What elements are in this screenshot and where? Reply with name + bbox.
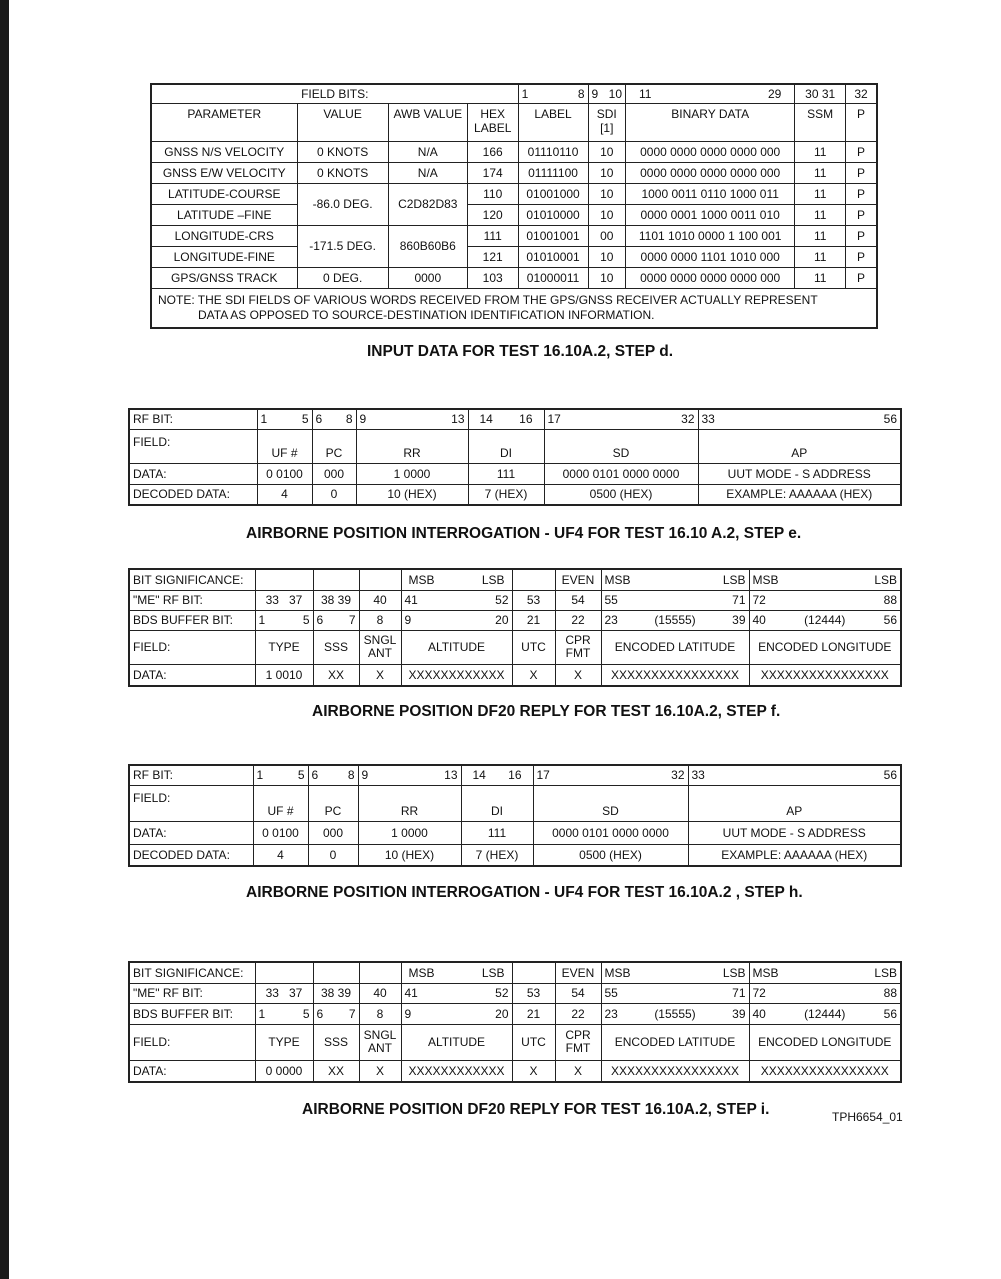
sss-data: XX	[313, 1060, 359, 1082]
pc-bits: 6 8	[308, 765, 358, 785]
ap-field: AP	[688, 785, 901, 821]
type-bds: 1 5	[255, 1003, 313, 1024]
sdi-bits: 9 10	[588, 84, 626, 103]
bit-significance-row	[129, 569, 901, 590]
p-cell: P	[846, 204, 877, 225]
ap-bits: 33 56	[688, 765, 901, 785]
note-line-2: DATA AS OPPOSED TO SOURCE-DESTINATION IDENTIFICATION INFORMATION.	[198, 307, 655, 322]
field-label: FIELD:	[129, 1024, 255, 1060]
bit-significance-label: BIT SIGNIFICANCE:	[129, 962, 255, 983]
page-edge-bar	[0, 0, 9, 1279]
sngl-field: SNGL ANT	[359, 630, 401, 664]
binary-cell: 0000 0000 0000 0000 000	[626, 162, 795, 183]
pc-field: PC	[308, 785, 358, 821]
uf-data: 0 0100	[257, 463, 312, 484]
awb-cell: C2D82D83	[388, 183, 467, 225]
df20-step-f-table	[128, 568, 902, 687]
bit-significance-row	[129, 962, 901, 983]
cpr-even: EVEN	[555, 962, 601, 983]
binary-cell: 1000 0011 0110 1000 011	[626, 183, 795, 204]
rf-bit-label: RF BIT:	[129, 765, 253, 785]
parameter-cell: LONGITUDE-CRS	[151, 225, 297, 246]
me-rf-bit-row	[129, 590, 901, 610]
cpr-field: CPR FMT	[555, 1024, 601, 1060]
p-cell: P	[846, 246, 877, 267]
sss-data: XX	[313, 664, 359, 686]
uf-field: UF #	[257, 429, 312, 463]
rr-decoded: 10 (HEX)	[358, 844, 461, 866]
p-cell: P	[846, 225, 877, 246]
sdi-cell: 00	[588, 225, 626, 246]
utc-data: X	[512, 1060, 555, 1082]
sdi-cell: 10	[588, 246, 626, 267]
utc-data: X	[512, 664, 555, 686]
pc-decoded: 0	[312, 484, 356, 505]
sngl-field: SNGL ANT	[359, 1024, 401, 1060]
lon-bits: 72 88	[749, 590, 901, 610]
rf-bit-row	[129, 409, 901, 429]
di-data: 111	[468, 463, 544, 484]
di-data: 111	[461, 821, 533, 844]
sss-bds: 6 7	[313, 610, 359, 630]
me-rf-bit-row	[129, 983, 901, 1003]
bds-buffer-row	[129, 610, 901, 630]
cpr-bit: 54	[555, 983, 601, 1003]
pc-bits: 6 8	[312, 409, 356, 429]
sngl-bds: 8	[359, 610, 401, 630]
type-field: TYPE	[255, 630, 313, 664]
awb-cell: N/A	[388, 162, 467, 183]
bds-buffer-label: BDS BUFFER BIT:	[129, 1003, 255, 1024]
alt-bits: 41 52	[401, 590, 512, 610]
parameter-cell: LATITUDE –FINE	[151, 204, 297, 225]
decoded-label: DECODED DATA:	[129, 844, 253, 866]
table-row	[151, 267, 877, 288]
lat-bits: 55 71	[601, 983, 749, 1003]
di-field: DI	[461, 785, 533, 821]
awb-cell: N/A	[388, 141, 467, 162]
ssm-cell: 11	[795, 162, 846, 183]
lat-bds: 23 (15555) 39	[601, 610, 749, 630]
lat-bds: 23 (15555) 39	[601, 1003, 749, 1024]
field-label: FIELD:	[129, 630, 255, 664]
binary-data-header: BINARY DATA	[626, 103, 795, 141]
alt-bits: 41 52	[401, 983, 512, 1003]
awb-cell: 860B60B6	[388, 225, 467, 267]
sngl-bit: 40	[359, 590, 401, 610]
hex-cell: 174	[467, 162, 518, 183]
p-cell: P	[846, 183, 877, 204]
lat-field: ENCODED LATITUDE	[601, 630, 749, 664]
field-row	[129, 630, 901, 664]
parameter-cell: GPS/GNSS TRACK	[151, 267, 297, 288]
bds-buffer-row	[129, 1003, 901, 1024]
binary-cell: 0000 0001 1000 0011 010	[626, 204, 795, 225]
utc-field: UTC	[512, 1024, 555, 1060]
hex-cell: 120	[467, 204, 518, 225]
data-row	[129, 821, 901, 844]
sngl-data: X	[359, 1060, 401, 1082]
decoded-label: DECODED DATA:	[129, 484, 257, 505]
table-row	[151, 246, 877, 267]
sd-field: SD	[533, 785, 688, 821]
sngl-bit: 40	[359, 983, 401, 1003]
df20-step-i-table	[128, 961, 902, 1083]
p-cell: P	[846, 267, 877, 288]
lat-data: XXXXXXXXXXXXXXXX	[601, 664, 749, 686]
label-cell: 01111100	[518, 162, 588, 183]
utc-bds: 21	[512, 1003, 555, 1024]
cpr-bds: 22	[555, 1003, 601, 1024]
p-bit: 32	[846, 84, 877, 103]
lat-bits: 55 71	[601, 590, 749, 610]
lon-msb-lsb: MSB LSB	[749, 962, 901, 983]
field-bits-row	[151, 84, 877, 103]
hex-label-header: HEX LABEL	[467, 103, 518, 141]
rr-field: RR	[358, 785, 461, 821]
bds-buffer-label: BDS BUFFER BIT:	[129, 610, 255, 630]
label-cell: 01010000	[518, 204, 588, 225]
sdi-cell: 10	[588, 141, 626, 162]
altitude-msb-lsb: MSB LSB	[401, 569, 512, 590]
uf-decoded: 4	[253, 844, 308, 866]
rr-decoded: 10 (HEX)	[356, 484, 468, 505]
parameter-cell: GNSS E/W VELOCITY	[151, 162, 297, 183]
altitude-field: ALTITUDE	[401, 1024, 512, 1060]
data-bits: 11 29	[626, 84, 795, 103]
hex-cell: 111	[467, 225, 518, 246]
sd-bits: 17 32	[533, 765, 688, 785]
lon-msb-lsb: MSB LSB	[749, 569, 901, 590]
data-row	[129, 664, 901, 686]
me-rf-bit-label: "ME" RF BIT:	[129, 590, 255, 610]
sss-bds: 6 7	[313, 1003, 359, 1024]
rf-bit-label: RF BIT:	[129, 409, 257, 429]
lon-bits: 72 88	[749, 983, 901, 1003]
di-bits: 14 16	[461, 765, 533, 785]
di-field: DI	[468, 429, 544, 463]
cpr-bds: 22	[555, 610, 601, 630]
label-cell: 01110110	[518, 141, 588, 162]
altitude-msb-lsb: MSB LSB	[401, 962, 512, 983]
hex-cell: 103	[467, 267, 518, 288]
parameter-cell: LONGITUDE-FINE	[151, 246, 297, 267]
sdi-cell: 10	[588, 183, 626, 204]
awb-value-header: AWB VALUE	[388, 103, 467, 141]
value-cell: 0 KNOTS	[297, 162, 388, 183]
type-bits: 33 37	[255, 590, 313, 610]
ssm-cell: 11	[795, 204, 846, 225]
parameter-header: PARAMETER	[151, 103, 297, 141]
rr-data: 1 0000	[356, 463, 468, 484]
cpr-even: EVEN	[555, 569, 601, 590]
caption-step-i: AIRBORNE POSITION DF20 REPLY FOR TEST 16.10A.2, STEP i.	[302, 1101, 770, 1118]
sss-bits: 38 39	[313, 983, 359, 1003]
uf-field: UF #	[253, 785, 308, 821]
altitude-field: ALTITUDE	[401, 630, 512, 664]
data-label: DATA:	[129, 1060, 255, 1082]
column-header-row	[151, 103, 877, 141]
p-header: P	[846, 103, 877, 141]
field-row	[129, 429, 901, 463]
sngl-data: X	[359, 664, 401, 686]
data-label: DATA:	[129, 821, 253, 844]
caption-step-e: AIRBORNE POSITION INTERROGATION - UF4 FOR TEST 16.10 A.2, STEP e.	[246, 525, 802, 542]
alt-data: XXXXXXXXXXXX	[401, 1060, 512, 1082]
value-header: VALUE	[297, 103, 388, 141]
ap-data: UUT MODE - S ADDRESS	[688, 821, 901, 844]
sd-decoded: 0500 (HEX)	[544, 484, 698, 505]
sss-field: SSS	[313, 630, 359, 664]
di-decoded: 7 (HEX)	[468, 484, 544, 505]
binary-cell: 0000 0000 1101 1010 000	[626, 246, 795, 267]
field-bits-label: FIELD BITS:	[151, 84, 518, 103]
binary-cell: 1101 1010 0000 1 100 001	[626, 225, 795, 246]
awb-cell: 0000	[388, 267, 467, 288]
lon-bds: 40 (12444) 56	[749, 1003, 901, 1024]
sd-field: SD	[544, 429, 698, 463]
lat-msb-lsb: MSB LSB	[601, 569, 749, 590]
rr-bits: 9 13	[356, 409, 468, 429]
data-label: DATA:	[129, 463, 257, 484]
label-bits: 1 8	[518, 84, 588, 103]
lat-data: XXXXXXXXXXXXXXXX	[601, 1060, 749, 1082]
lon-bds: 40 (12444) 56	[749, 610, 901, 630]
table-row	[151, 162, 877, 183]
sd-decoded: 0500 (HEX)	[533, 844, 688, 866]
hex-cell: 110	[467, 183, 518, 204]
pc-data: 000	[312, 463, 356, 484]
uf-decoded: 4	[257, 484, 312, 505]
sdi-cell: 10	[588, 267, 626, 288]
type-bits: 33 37	[255, 983, 313, 1003]
value-cell: -171.5 DEG.	[297, 225, 388, 267]
pc-field: PC	[312, 429, 356, 463]
note-row	[151, 288, 877, 328]
data-label: DATA:	[129, 664, 255, 686]
rr-bits: 9 13	[358, 765, 461, 785]
note-cell	[151, 288, 877, 328]
di-bits: 14 16	[468, 409, 544, 429]
caption-step-h: AIRBORNE POSITION INTERROGATION - UF4 FOR TEST 16.10A.2 , STEP h.	[246, 884, 803, 901]
ssm-cell: 11	[795, 225, 846, 246]
cpr-bit: 54	[555, 590, 601, 610]
utc-bit: 53	[512, 983, 555, 1003]
p-cell: P	[846, 141, 877, 162]
sd-data: 0000 0101 0000 0000	[533, 821, 688, 844]
ssm-cell: 11	[795, 267, 846, 288]
alt-bds: 9 20	[401, 1003, 512, 1024]
hex-cell: 166	[467, 141, 518, 162]
type-field: TYPE	[255, 1024, 313, 1060]
uf-bits: 1 5	[253, 765, 308, 785]
ssm-header: SSM	[795, 103, 846, 141]
type-data: 0 0000	[255, 1060, 313, 1082]
binary-cell: 0000 0000 0000 0000 000	[626, 267, 795, 288]
data-row	[129, 1060, 901, 1082]
pc-decoded: 0	[308, 844, 358, 866]
uf4-step-h-table	[128, 764, 902, 867]
label-header: LABEL	[518, 103, 588, 141]
label-cell: 01001000	[518, 183, 588, 204]
note-line-1: NOTE: THE SDI FIELDS OF VARIOUS WORDS RECEIVED FROM THE GPS/GNSS RECEIVER ACTUALLY REPRESENT	[158, 292, 818, 307]
pc-data: 000	[308, 821, 358, 844]
figure-id: TPH6654_01	[832, 1110, 903, 1124]
field-label: FIELD:	[129, 785, 253, 821]
ssm-cell: 11	[795, 183, 846, 204]
sd-bits: 17 32	[544, 409, 698, 429]
cpr-data: X	[555, 664, 601, 686]
sss-bits: 38 39	[313, 590, 359, 610]
ap-decoded: EXAMPLE: AAAAAA (HEX)	[688, 844, 901, 866]
lon-field: ENCODED LONGITUDE	[749, 1024, 901, 1060]
p-cell: P	[846, 162, 877, 183]
decoded-row	[129, 844, 901, 866]
ssm-cell: 11	[795, 246, 846, 267]
uf-data: 0 0100	[253, 821, 308, 844]
binary-cell: 0000 0000 0000 0000 000	[626, 141, 795, 162]
ap-field: AP	[698, 429, 901, 463]
table-row	[151, 183, 877, 204]
rr-data: 1 0000	[358, 821, 461, 844]
uf4-step-e-table	[128, 408, 902, 506]
caption-step-d: INPUT DATA FOR TEST 16.10A.2, STEP d.	[367, 343, 674, 360]
lat-msb-lsb: MSB LSB	[601, 962, 749, 983]
sdi-cell: 10	[588, 162, 626, 183]
ssm-bits: 30 31	[795, 84, 846, 103]
utc-field: UTC	[512, 630, 555, 664]
hex-cell: 121	[467, 246, 518, 267]
ap-decoded: EXAMPLE: AAAAAA (HEX)	[698, 484, 901, 505]
value-cell: -86.0 DEG.	[297, 183, 388, 225]
sss-field: SSS	[313, 1024, 359, 1060]
di-decoded: 7 (HEX)	[461, 844, 533, 866]
ssm-cell: 11	[795, 141, 846, 162]
sdi-cell: 10	[588, 204, 626, 225]
utc-bit: 53	[512, 590, 555, 610]
parameter-cell: LATITUDE-COURSE	[151, 183, 297, 204]
lon-field: ENCODED LONGITUDE	[749, 630, 901, 664]
label-cell: 01010001	[518, 246, 588, 267]
value-cell: 0 KNOTS	[297, 141, 388, 162]
table-row	[151, 141, 877, 162]
alt-data: XXXXXXXXXXXX	[401, 664, 512, 686]
value-cell: 0 DEG.	[297, 267, 388, 288]
cpr-data: X	[555, 1060, 601, 1082]
sngl-bds: 8	[359, 1003, 401, 1024]
utc-bds: 21	[512, 610, 555, 630]
type-bds: 1 5	[255, 610, 313, 630]
table-row	[151, 204, 877, 225]
field-label: FIELD:	[129, 429, 257, 463]
lon-data: XXXXXXXXXXXXXXXX	[749, 1060, 901, 1082]
type-data: 1 0010	[255, 664, 313, 686]
table-row	[151, 225, 877, 246]
ap-bits: 33 56	[698, 409, 901, 429]
data-row	[129, 463, 901, 484]
field-row	[129, 1024, 901, 1060]
parameter-cell: GNSS N/S VELOCITY	[151, 141, 297, 162]
label-cell: 01001001	[518, 225, 588, 246]
cpr-field: CPR FMT	[555, 630, 601, 664]
sdi-header: SDI [1]	[588, 103, 626, 141]
bit-significance-label: BIT SIGNIFICANCE:	[129, 569, 255, 590]
rr-field: RR	[356, 429, 468, 463]
me-rf-bit-label: "ME" RF BIT:	[129, 983, 255, 1003]
ap-data: UUT MODE - S ADDRESS	[698, 463, 901, 484]
label-cell: 01000011	[518, 267, 588, 288]
input-data-table	[150, 83, 878, 329]
lon-data: XXXXXXXXXXXXXXXX	[749, 664, 901, 686]
alt-bds: 9 20	[401, 610, 512, 630]
decoded-row	[129, 484, 901, 505]
rf-bit-row	[129, 765, 901, 785]
uf-bits: 1 5	[257, 409, 312, 429]
caption-step-f: AIRBORNE POSITION DF20 REPLY FOR TEST 16.10A.2, STEP f.	[312, 703, 781, 720]
lat-field: ENCODED LATITUDE	[601, 1024, 749, 1060]
field-row	[129, 785, 901, 821]
sd-data: 0000 0101 0000 0000	[544, 463, 698, 484]
